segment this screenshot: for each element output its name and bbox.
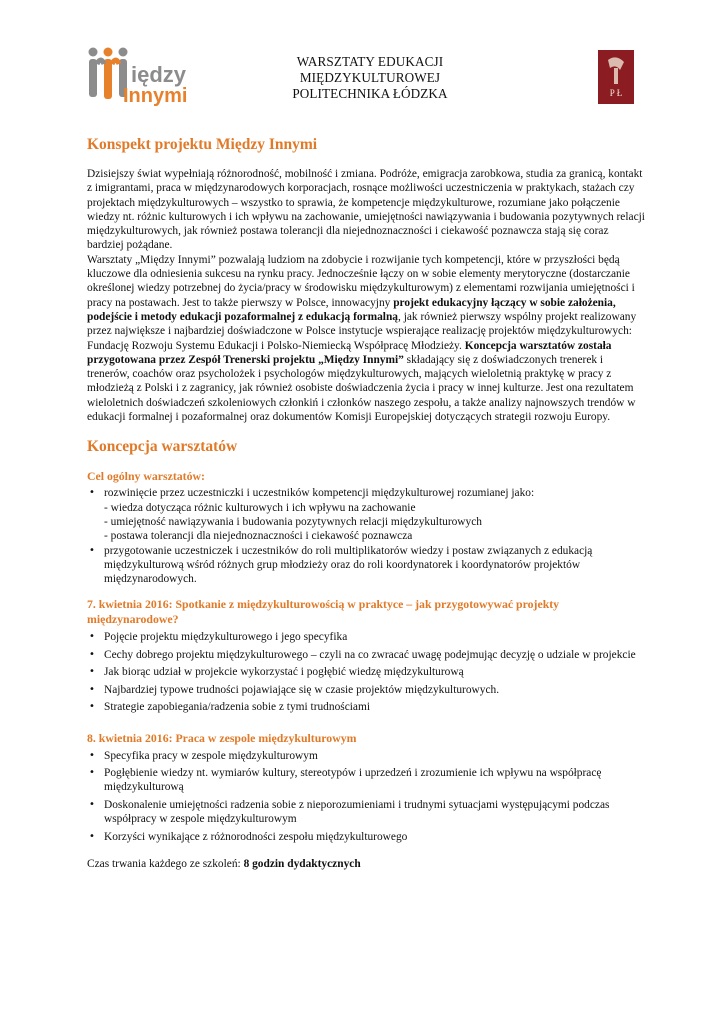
list-item: • Pogłębienie wiedzy nt. wymiarów kultury, stereotypów i uprzedzeń i zrozumienie ich wpływu na współpracę międzykulturową — [87, 766, 647, 795]
day2-heading: 8. kwietnia 2016: Praca w zespole międzykulturowym — [87, 730, 357, 745]
list-item: • Specyfika pracy w zespole międzykulturowym — [87, 749, 647, 763]
header-line-2: MIĘDZYKULTUROWEJ — [299, 70, 441, 85]
pl-logo-text: P Ł — [609, 88, 623, 98]
goal-heading: Cel ogólny warsztatów: — [87, 469, 205, 484]
miedzy-innymi-logo — [87, 44, 197, 108]
day1-list — [87, 630, 647, 714]
document-body — [87, 135, 647, 871]
goal-item-2: • przygotowanie uczestniczek i uczestników do roli multiplikatorów wiedzy i postaw związanych z edukacją międzykulturową wśród różnych grup młodzieży oraz do roli koordynatorek i koordynatorów projektów międzynarodowych. — [87, 544, 647, 587]
goal-item-1: • rozwinięcie przez uczestniczki i uczestników kompetencji międzykulturowej rozumianej jako: - wiedza dotycząca różnic kulturowych i ich wpływu na zachowanie - umiejętność nawiązywania i budowania pozytywnych relacji międzykulturowych - postawa tolerancji dla niejednoznaczności i ciekawość poznawcza — [87, 486, 647, 543]
header-line-1: WARSZTATY EDUKACJI — [296, 54, 444, 69]
header-title — [270, 54, 470, 102]
list-item: • Jak biorąc udział w projekcie wykorzystać i pogłębić wiedzę międzykulturową — [87, 665, 647, 679]
list-item: • Najbardziej typowe trudności pojawiające się w czasie projektów międzykulturowych. — [87, 683, 647, 697]
list-item: • Doskonalenie umiejętności radzenia sobie z nieporozumieniami i trudnymi sytuacjami występującymi podczas współpracy w zespole międzykulturowym — [87, 798, 647, 827]
logo-text-2: Innymi — [123, 85, 188, 107]
header-line-3: POLITECHNIKA ŁÓDZKA — [292, 86, 448, 101]
intro-paragraph-2: Warsztaty „Między Innymi” pozwalają ludziom na zdobycie i rozwijanie tych kompetencji, które w przyszłości będą kluczowe dla odniesienia sukcesu na rynku pracy. Jednocześnie łączy on w sobie elementy merytoryczne (dostarczanie określonej wiedzy potrzebnej do życia/pracy w środowisku międzykulturowym) z elementami rozwijania umiejętności i pracy na postawach. Jest to także pierwszy w Polsce, innowacyjny projekt edukacyjny łączący w sobie założenia, podejście i metody edukacji pozaformalnej z edukacją formalną, jak również pierwszy wspólny projekt realizowany przez największe i najbardziej doświadczone w Polsce instytucje wspierające realizację projektów międzykulturowych: Fundację Rozwoju Systemu Edukacji i Polsko-Niemiecką Współpracę Młodzieży. Koncepcja warsztatów została przygotowana przez Zespół Trenerski projektu „Między Innymi” składający się z doświadczonych trenerek i trenerów, coachów oraz psycholożek i psychologów międzykulturowych, mających wieloletnią praktykę w pracy z młodzieżą z Polski i z zagranicy, jak również osobiste doświadczenia życia i pracy w innej kulturze. Jest ona rezultatem wieloletnich doświadczeń szkoleniowych członkiń i członków naszego zespołu, a także analizy najnowszych trendów w edukacji formalnej i pozaformalnej oraz dokumentów Komisji Europejskiej dotyczących strategii rozwoju Europy. — [87, 253, 637, 424]
list-item: • Korzyści wynikające z różnorodności zespołu międzykulturowego — [87, 830, 647, 844]
goal-sub-3: - postawa tolerancji dla niejednoznaczności i ciekawość poznawcza — [104, 530, 413, 543]
section-title-koncepcja: Koncepcja warsztatów — [87, 438, 238, 456]
goal-list — [87, 486, 647, 586]
day1-heading: 7. kwietnia 2016: Spotkanie z międzykulturowością w praktyce – jak przygotowywać projekty międzynarodowe? — [87, 597, 560, 627]
intro-paragraph-1: Dzisiejszy świat wypełniają różnorodność, mobilność i zmiana. Podróże, emigracja zarobkowa, studia za granicą, kontakt z imigrantami, praca w międzynarodowych korporacjach, rosnące możliwości uczestniczenia w praktykach, stażach czy projektach międzykulturowych – wszystko to sprawia, że kompetencje międzykulturowe, rozumiane jako połączenie wiedzy nt. różnic kulturowych i ich wpływu na zachowanie, umiejętności nawiązywania i budowania pozytywnych relacji międzykulturowych, jak również postawa tolerancji dla niejednoznaczności i ciekawość poznawcza stają się coraz bardziej pożądane. — [87, 168, 645, 252]
list-item: • Cechy dobrego projektu międzykulturowego – czyli na co zwracać uwagę podejmując decyzję o udziale w projekcie — [87, 648, 647, 662]
goal-sub-1: - wiedza dotycząca różnic kulturowych i ich wpływu na zachowanie — [104, 501, 416, 514]
goal-sub-2: - umiejętność nawiązywania i budowania pozytywnych relacji międzykulturowych — [104, 515, 482, 528]
list-item: • Strategie zapobiegania/radzenia sobie z tymi trudnościami — [87, 700, 647, 714]
section-title-konspekt: Konspekt projektu Między Innymi — [87, 136, 318, 153]
duration-line: Czas trwania każdego ze szkoleń: 8 godzin dydaktycznych — [87, 858, 361, 870]
logo-text-1: iędzy — [131, 62, 187, 87]
politechnika-lodzka-logo — [598, 50, 634, 104]
day2-list — [87, 749, 647, 844]
list-item: • Pojęcie projektu międzykulturowego i jego specyfika — [87, 630, 647, 644]
